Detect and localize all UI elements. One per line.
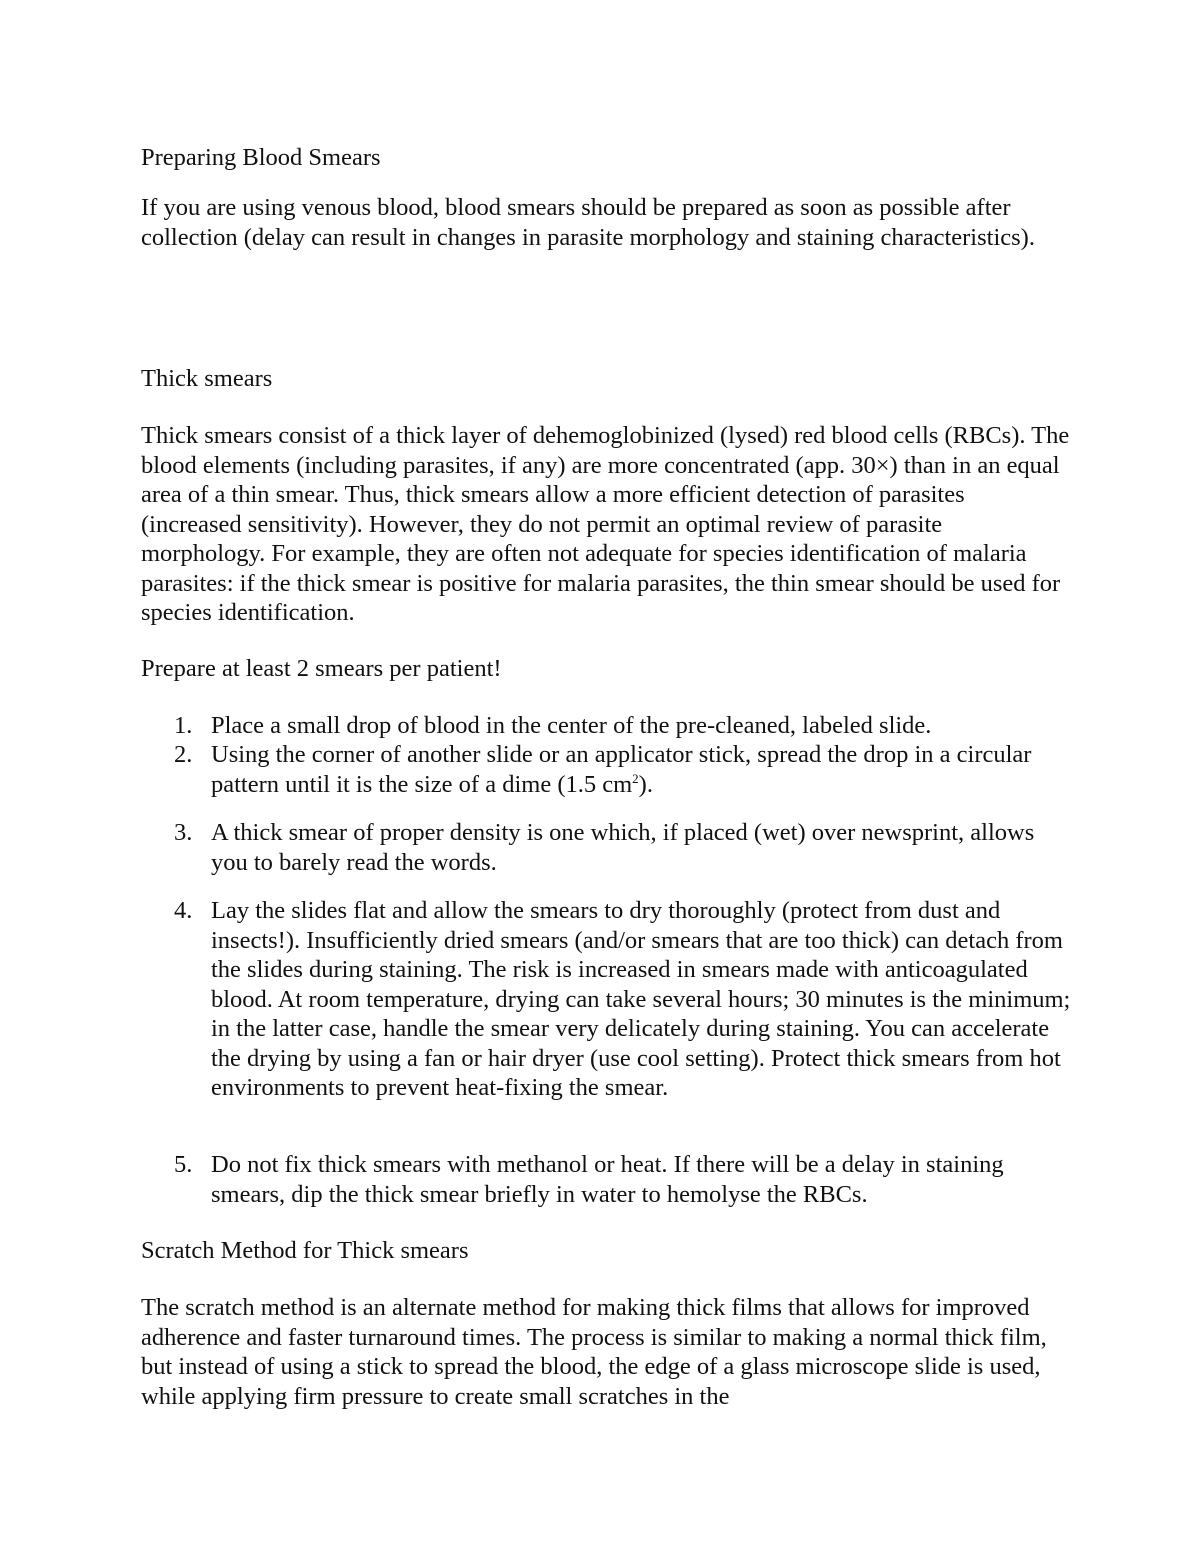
list-item-number: 2. (174, 741, 193, 768)
intro-paragraph: If you are using venous blood, blood smears should be prepared as soon as possible after collection (delay can result in changes in parasite morphology and staining characteristics). (141, 194, 1035, 251)
scratch-method-heading: Scratch Method for Thick smears (141, 1237, 469, 1264)
list-item-number: 4. (174, 897, 193, 924)
list-item-number: 3. (174, 819, 193, 846)
list-item-number: 1. (174, 712, 193, 739)
list-item-number: 5. (174, 1151, 193, 1178)
thick-smears-paragraph: Thick smears consist of a thick layer of dehemoglobinized (lysed) red blood cells (RBCs). The blood elements (including parasites, if any) are more concentrated (app. 30×) than in an equal area of a thin smear. Thus, thick smears allow a more efficient detection of parasites (increased sensitivity). However, they do not permit an optimal review of parasite morphology. For example, they are often not adequate for species identification of malaria parasites: if the thick smear is positive for malaria parasites, the thin smear should be used for species identification. (141, 422, 1070, 626)
scratch-method-paragraph: The scratch method is an alternate method for making thick films that allows for improved adherence and faster turnaround times. The process is similar to making a normal thick film, but instead of using a stick to spread the blood, the edge of a glass microscope slide is used, while applying firm pressure to create small scratches in the (141, 1294, 1047, 1410)
list-item-text: A thick smear of proper density is one which, if placed (wet) over newsprint, allows you to barely read the words. (211, 819, 1035, 876)
list-item-text: Using the corner of another slide or an applicator stick, spread the drop in a circular pattern until it is the size of a dime (1.5 cm (211, 741, 1032, 798)
list-item-text: Do not fix thick smears with methanol or heat. If there will be a delay in staining smears, dip the thick smear briefly in water to hemolyse the RBCs. (211, 1151, 1004, 1208)
thick-smears-heading: Thick smears (141, 365, 273, 392)
list-item-text: Lay the slides flat and allow the smears to dry thoroughly (protect from dust and insects!). Insufficiently dried smears (and/or smears that are too thick) can detach from the slides during staining. The risk is increased in smears made with anticoagulated blood. At room temperature, drying can take several hours; 30 minutes is the minimum; in the latter case, handle the smear very delicately during staining. You can accelerate the drying by using a fan or hair dryer (use cool setting). Protect thick smears from hot environments to prevent heat-fixing the smear. (211, 897, 1071, 1101)
list-item-text-end: ). (638, 770, 653, 798)
superscript: 2 (632, 770, 639, 786)
prepare-note: Prepare at least 2 smears per patient! (141, 655, 502, 682)
page-title: Preparing Blood Smears (141, 144, 381, 171)
list-item-text: Place a small drop of blood in the center of the pre-cleaned, labeled slide. (211, 712, 932, 739)
list-item-text-wrapper (211, 740, 1071, 799)
